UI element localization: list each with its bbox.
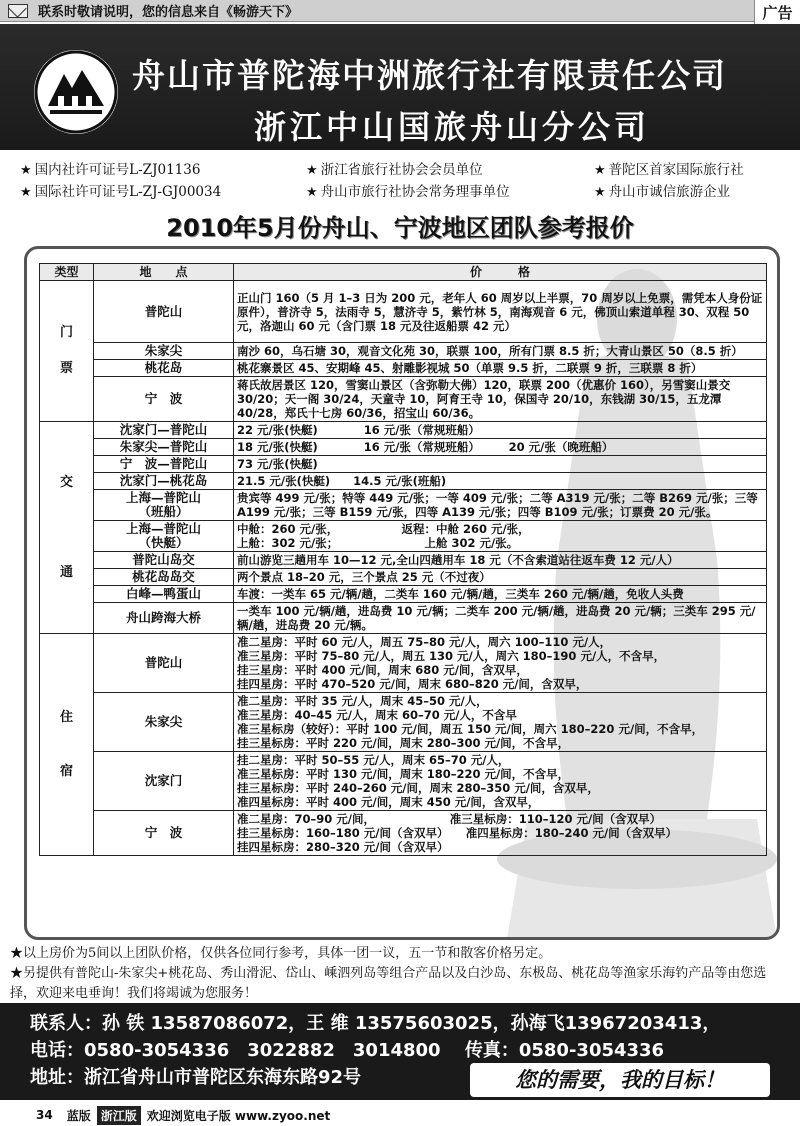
- header-type: 类型: [40, 264, 94, 281]
- place-cell: 舟山跨海大桥: [94, 603, 234, 634]
- place-cell: 朱家尖: [94, 693, 234, 752]
- price-cell: 22 元/张(快艇) 16 元/张（常规班船）: [234, 422, 767, 439]
- contact-people: 联系人：孙 铁 13587086072，王 维 13575603025，孙海飞13967203413，: [30, 1013, 721, 1034]
- price-frame: [24, 246, 780, 940]
- place-cell: 宁 波: [94, 377, 234, 422]
- notes: [10, 944, 790, 1004]
- price-cell: 南沙 60，乌石塘 30，观音文化苑 30，联票 100，所有门票 8.5 折；大青山景区 50（8.5 折）: [234, 343, 767, 360]
- license-item: ★ 国内社许可证号L-ZJ01136: [20, 162, 201, 178]
- price-cell: 桃花寨景区 45、安期峰 45、射雕影视城 50（单票 9.5 折，二联票 9 折，三联票 8 折）: [234, 360, 767, 377]
- license-item: ★ 普陀区首家国际旅行社: [594, 162, 744, 178]
- price-cell: 中舱：260 元/张， 返程：中舱 260 元/张， 上舱：302 元/张； 上舱 302 元/张。: [234, 521, 767, 552]
- price-cell: 73 元/张(快艇): [234, 456, 767, 473]
- place-cell: 上海—普陀山 （班船）: [94, 490, 234, 521]
- company-header: [0, 24, 800, 150]
- company-logo-icon: [34, 50, 118, 134]
- place-cell: 普陀山: [94, 281, 234, 343]
- place-cell: 朱家尖—普陀山: [94, 439, 234, 456]
- page-number: 34: [36, 1108, 53, 1122]
- edition-label: 蓝版: [66, 1108, 91, 1123]
- price-cell: 18 元/张(快艇) 16 元/张（常规班船） 20 元/张（晚班船）: [234, 439, 767, 456]
- contact-address: 地址：浙江省舟山市普陀区东海东路92号: [30, 1067, 362, 1088]
- place-cell: 桃花岛岛交: [94, 569, 234, 586]
- license-item: ★ 舟山市诚信旅游企业: [594, 184, 731, 200]
- note-line: ★以上房价为5间以上团队价格，仅供各位同行参考，具体一团一议，五一节和散客价格另定。: [10, 946, 552, 961]
- price-table: [39, 263, 767, 856]
- company-name-branch: 浙江中山国旅舟山分公司: [254, 108, 651, 146]
- page-title: 2010年5月份舟山、宁波地区团队参考报价: [166, 214, 634, 242]
- footer-website[interactable]: 欢迎浏览电子版 www.zyoo.net: [146, 1108, 331, 1123]
- note-line: ★另提供有普陀山-朱家尖+桃花岛、秀山滑泥、岱山、嵊泗列岛等组合产品以及白沙岛、东极岛、桃花岛等渔家乐海钓产品等由您选择，欢迎来电垂询！我们将竭诚为您服务！: [10, 966, 767, 1001]
- price-cell: 准二星房：平时 60 元/人，周五 75–80 元/人，周六 100–110 元/人， 准三星房：平时 75–80 元/人，周五 130 元/人，周六 180–190 元/人，不含早， 挂三星房：平时 400 元/间，周末 680 元/间，含双早， 挂四星房：平时 470–520 元/间，周末 680–820 元/间，含双早，: [234, 634, 767, 693]
- price-cell: 准二星房：平时 35 元/人，周末 45–50 元/人， 准三星房：40–45 元/人，周末 60–70 元/人，不含早 准三星标房（较好）：平时 100 元/间，周五 150 元/间，周六 180–220 元/间，不含早， 挂三星标房：平时 220 元/间，周末 280–300 元/间，不含早，: [234, 693, 767, 752]
- place-cell: 沈家门—桃花岛: [94, 473, 234, 490]
- price-cell: 两个景点 18–20 元，三个景点 25 元（不过夜）: [234, 569, 767, 586]
- price-cell: 正山门 160（5 月 1–3 日为 200 元，老年人 60 周岁以上半票，70 周岁以上免票，需凭本人身份证原件），普济寺 5，法雨寺 5，慧济寺 5，紫竹林 5，南海观音 6 元，佛顶山索道单程 30、双程 50 元，洛迦山 60 元（含门票 18 元及往返船票 42 元）: [234, 281, 767, 343]
- price-cell: 贵宾等 499 元/张；特等 449 元/张；一等 409 元/张；二等 A319 元/张；二等 B269 元/张；三等 A199 元/张；三等 B159 元/张，四等 A139 元/张；四等 B109 元/张；订票费 20 元/张。: [234, 490, 767, 521]
- price-cell: 21.5 元/张(快艇) 14.5 元/张(班船): [234, 473, 767, 490]
- place-cell: 上海—普陀山 （快艇）: [94, 521, 234, 552]
- contact-phones: 电话：0580-3054336 3022882 3014800 传真：0580-3054336: [30, 1040, 665, 1061]
- license-item: ★ 舟山市旅行社协会常务理事单位: [306, 184, 510, 200]
- price-cell: 前山游览三趟用车 10—12 元,全山四趟用车 18 元（不含索道站往返车费 12 元/人）: [234, 552, 767, 569]
- license-item: ★ 浙江省旅行社协会会员单位: [306, 162, 483, 178]
- category-lodging: 住 宿: [40, 634, 94, 856]
- source-notice: 联系时敬请说明，您的信息来自《畅游天下》: [38, 5, 299, 20]
- slogan-badge: 您的需要，我的目标！: [470, 1063, 770, 1097]
- place-cell: 普陀山: [94, 634, 234, 693]
- place-cell: 朱家尖: [94, 343, 234, 360]
- place-cell: 普陀山岛交: [94, 552, 234, 569]
- place-cell: 白峰—鸭蛋山: [94, 586, 234, 603]
- header-price: 价 格: [234, 264, 767, 281]
- price-cell: 准二星房：70–90 元/间， 准三星标房：110–120 元/间（含双早） 挂三星标房：160–180 元/间（含双早） 准四星标房：180–240 元/间（含双早） 挂四星标房：280–320 元/间（含双早）: [234, 811, 767, 856]
- place-cell: 宁 波—普陀山: [94, 456, 234, 473]
- license-item: ★ 国际社许可证号L-ZJ-GJ00034: [20, 184, 222, 200]
- page-footer: [0, 1104, 800, 1126]
- top-notice-bar: [0, 0, 800, 22]
- region-badge: 浙江版: [97, 1106, 141, 1125]
- ad-tag: 广告: [754, 0, 800, 26]
- place-cell: 沈家门—普陀山: [94, 422, 234, 439]
- header-place: 地 点: [94, 264, 234, 281]
- price-cell: 车渡：一类车 65 元/辆/趟，二类车 160 元/辆/趟，三类车 260 元/辆/趟，免收人头费: [234, 586, 767, 603]
- price-cell: 一类车 100 元/辆/趟，进岛费 10 元/辆；二类车 200 元/辆/趟，进岛费 20 元/辆；三类车 295 元/辆/趟，进岛费 20 元/辆。: [234, 603, 767, 634]
- company-name-main: 舟山市普陀海中洲旅行社有限责任公司: [132, 56, 727, 95]
- price-cell: 挂二星房：平时 50–55 元/人，周末 65–70 元/人， 准三星标房：平时 130 元/间，周末 180–220 元/间，不含早， 挂三星标房：平时 240–260 元/间，周末 280–350 元/间，含双早， 准四星标房：平时 400 元/间，周末 450 元/间，含双早，: [234, 752, 767, 811]
- category-tickets: 门 票: [40, 281, 94, 422]
- price-cell: 蒋氏故居景区 120，雪窦山景区（含弥勒大佛）120，联票 200（优惠价 160），另雪窦山景交 30/20；天一阁 30/24，天童寺 10，阿育王寺 10，保国寺 20/10，东钱湖 30/15，五龙潭 40/28，郑氏十七房 60/36，招宝山 60/36。: [234, 377, 767, 422]
- category-transport: 交 通: [40, 422, 94, 634]
- envelope-icon: [8, 4, 28, 18]
- place-cell: 沈家门: [94, 752, 234, 811]
- place-cell: 宁 波: [94, 811, 234, 856]
- place-cell: 桃花岛: [94, 360, 234, 377]
